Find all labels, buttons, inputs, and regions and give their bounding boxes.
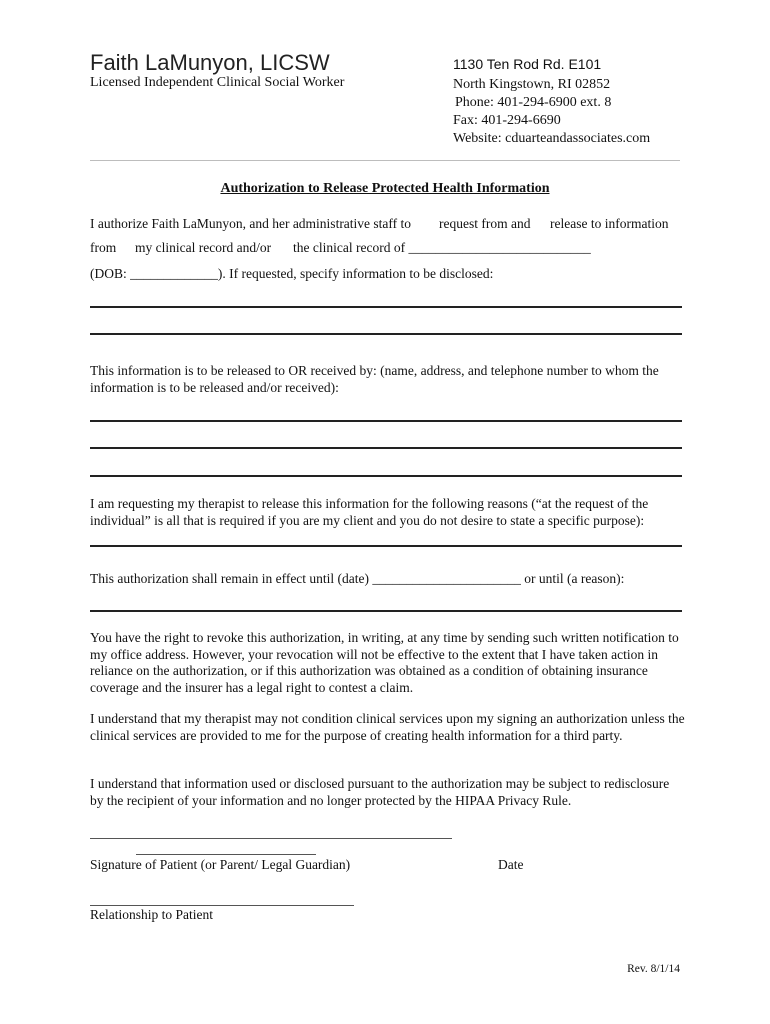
recipient-line-1[interactable] (90, 420, 682, 422)
fax: Fax: 401-294-6690 (453, 113, 561, 128)
address-line2: North Kingstown, RI 02852 (453, 77, 611, 92)
date-label: Date (498, 857, 524, 872)
signature-label: Signature of Patient (or Parent/ Legal Guardian) (90, 857, 351, 872)
address-line1: 1130 Ten Rod Rd. E101 (453, 56, 602, 72)
dob-line: (DOB: _____________). If requested, specify information to be disclosed: (90, 266, 494, 281)
form-title: Authorization to Release Protected Health Information (220, 181, 550, 196)
reasons-line[interactable] (90, 545, 682, 547)
relationship-label: Relationship to Patient (90, 907, 213, 922)
info-disclosed-line-2[interactable] (90, 333, 682, 335)
relationship-line[interactable] (90, 905, 354, 906)
option-release-to[interactable]: release to information (550, 216, 669, 231)
website: Website: cduarteandassociates.com (453, 131, 651, 146)
option-my-record[interactable]: my clinical record and/or (135, 240, 272, 255)
option-request-from[interactable]: request from and (439, 216, 531, 231)
reasons-text: I am requesting my therapist to release this information for the following reasons (“at the request of the individual” is all that is required if you are my client and you do not desire to state a specific purpose): (90, 496, 649, 528)
recipient-line-2[interactable] (90, 447, 682, 449)
revocation-paragraph: You have the right to revoke this authorization, in writing, at any time by sending such written notification to my office address. However, your revocation will not be effective to the extent that I have taken action in reliance on the authorization, or if this authorization was obtained as a condition of obtaining insurance coverage and the insurer has a legal right to contest a claim. (90, 630, 679, 695)
practitioner-credentials: Licensed Independent Clinical Social Worker (90, 75, 345, 90)
signature-line-short[interactable] (136, 854, 316, 855)
condition-paragraph: I understand that my therapist may not condition clinical services upon my signing an authorization unless the clinical services are provided to me for the purpose of creating health information for a third party. (90, 711, 685, 743)
header-divider (90, 160, 680, 161)
released-to-text: This information is to be released to OR received by: (name, address, and telephone number to whom the information is to be released and/or received): (90, 363, 659, 395)
redisclosure-paragraph: I understand that information used or disclosed pursuant to the authorization may be subject to redisclosure by the recipient of your information and no longer protected by the HIPAA Privacy Rule. (90, 776, 670, 808)
authorize-intro: I authorize Faith LaMunyon, and her administrative staff to (90, 216, 412, 231)
expiry-line[interactable] (90, 610, 682, 612)
signature-line[interactable] (90, 838, 452, 839)
recipient-line-3[interactable] (90, 475, 682, 477)
revision-date: Rev. 8/1/14 (627, 963, 680, 975)
expiry-text: This authorization shall remain in effect until (date) ______________________ or until (a reason): (90, 571, 625, 586)
option-other-record[interactable]: the clinical record of ___________________________ (293, 240, 591, 255)
from-label: from (90, 240, 117, 255)
phone: Phone: 401-294-6900 ext. 8 (455, 95, 612, 110)
info-disclosed-line-1[interactable] (90, 306, 682, 308)
practitioner-name: Faith LaMunyon, LICSW (90, 50, 330, 75)
